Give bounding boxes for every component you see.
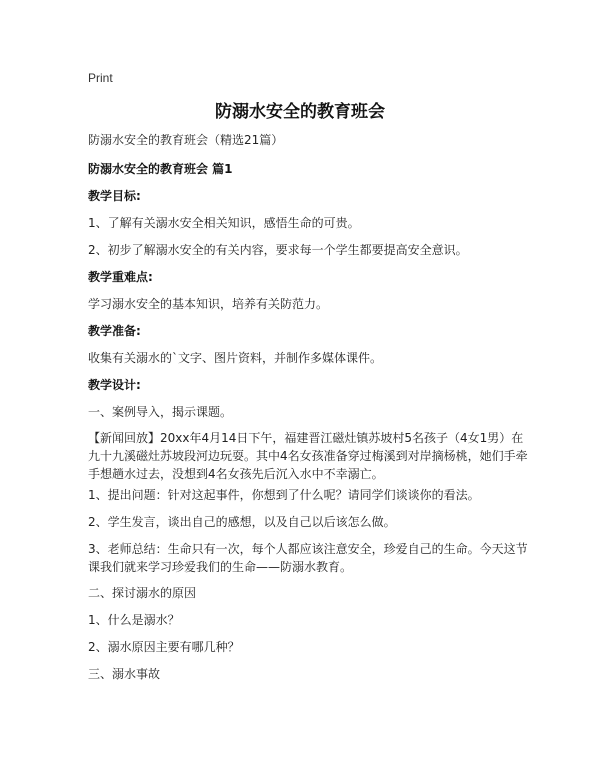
step-2: 二、探讨溺水的原因 [88, 586, 197, 600]
question-1: 1、提出问题：针对这起事件，你想到了什么呢？请同学们谈谈你的看法。 [88, 488, 480, 502]
sub-item-2: 2、溺水原因主要有哪几种？ [88, 640, 240, 654]
prep-heading: 教学准备: [88, 324, 141, 338]
page-title: 防溺水安全的教育班会 [215, 102, 385, 122]
prep-text: 收集有关溺水的`文字、图片资料，并制作多媒体课件。 [88, 351, 383, 365]
section-title: 防溺水安全的教育班会 篇1 [88, 162, 233, 176]
goals-heading: 教学目标: [88, 189, 141, 203]
step-3: 三、溺水事故 [88, 667, 161, 681]
focus-text: 学习溺水安全的基本知识，培养有关防范力。 [88, 297, 329, 311]
step-1: 一、案例导入，揭示课题。 [88, 405, 233, 419]
design-heading: 教学设计: [88, 378, 141, 392]
focus-heading: 教学重难点: [88, 270, 153, 284]
sub-item-1: 1、什么是溺水？ [88, 613, 180, 627]
print-label[interactable]: Print [88, 71, 113, 85]
question-3: 3、老师总结：生命只有一次，每个人都应该注意安全，珍爱自己的生命。今天这节课我们就来学习珍爱我们的生命——防溺水教育。 [88, 542, 528, 574]
subtitle: 防溺水安全的教育班会（精选21篇） [88, 133, 284, 147]
news-paragraph: 【新闻回放】20xx年4月14日下午，福建晋江磁灶镇苏坡村5名孩子（4女1男）在九十九溪磁灶苏坡段河边玩耍。其中4名女孩准备穿过梅溪到对岸摘杨桃，她们手牵手想趟水过去，没想到4名女孩先后沉入水中不幸溺亡。 [88, 431, 528, 481]
goal-1: 1、了解有关溺水安全相关知识，感悟生命的可贵。 [88, 216, 360, 230]
question-2: 2、学生发言，谈出自己的感想，以及自己以后该怎么做。 [88, 515, 396, 529]
goal-2: 2、初步了解溺水安全的有关内容，要求每一个学生都要提高安全意识。 [88, 243, 468, 257]
